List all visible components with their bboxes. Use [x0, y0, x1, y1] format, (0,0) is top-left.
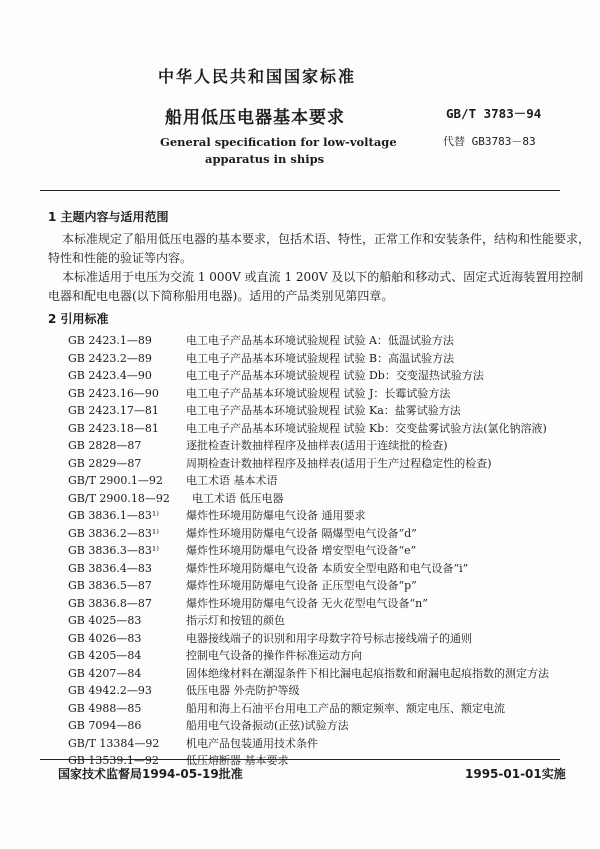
- reference-code: GB 4025—83: [68, 614, 142, 627]
- reference-title: 周期检查计数抽样程序及抽样表(适用于生产过程稳定性的检查): [186, 456, 492, 470]
- reference-title: 低压电器 外壳防护等级: [186, 684, 300, 697]
- reference-code: GB 4026—83: [68, 631, 142, 645]
- reference-title: 船用电气设备振动(正弦)试验方法: [186, 719, 349, 732]
- reference-title: 机电产品包装通用技术条件: [186, 736, 318, 750]
- reference-item: [68, 682, 549, 700]
- reference-item: [68, 647, 549, 665]
- implementation-date: 1995-01-01实施: [465, 767, 566, 781]
- reference-title: 控制电气设备的操作件标准运动方向: [186, 649, 362, 662]
- reference-code: GB 2423.1—89: [68, 334, 152, 347]
- section1-para2-line2: 电器和配电电器(以下简称船用电器)。适用的产品类别见第四章。: [48, 289, 394, 303]
- reference-code: GB 3836.8—87: [68, 596, 152, 610]
- replaces-standard: 代替 GB3783－83: [443, 135, 536, 148]
- section1-heading: 1 主题内容与适用范围: [48, 210, 169, 224]
- reference-item: [68, 385, 549, 403]
- section1-para1-line1: 本标准规定了船用低压电器的基本要求，包括术语、特性，正常工作和安装条件，结构和性能要求，: [62, 232, 591, 246]
- reference-item: [68, 332, 549, 350]
- approval-date: 国家技术监督局1994-05-19批准: [58, 767, 243, 781]
- reference-item: [68, 612, 549, 630]
- reference-item: [68, 595, 549, 613]
- header-divider: [40, 190, 560, 191]
- reference-item: [68, 525, 549, 543]
- reference-code: GB/T 2900.1—92: [68, 474, 163, 487]
- reference-title: 爆炸性环境用防爆电气设备 正压型电气设备“p”: [186, 579, 417, 592]
- reference-item: [68, 542, 549, 560]
- reference-title: 指示灯和按钮的颜色: [186, 614, 285, 627]
- standard-number: GB/T 3783－94: [446, 106, 542, 121]
- english-title-line2: apparatus in ships: [205, 152, 325, 166]
- reference-title: 电工电子产品基本环境试验规程 试验 Ka：盐雾试验方法: [186, 404, 461, 417]
- reference-item: [68, 507, 549, 525]
- reference-title: 电工术语 基本术语: [186, 474, 278, 487]
- section2-heading: 2 引用标准: [48, 312, 109, 326]
- reference-code: GB 4205—84: [68, 649, 142, 662]
- reference-title: 电工电子产品基本环境试验规程 试验 A：低温试验方法: [186, 334, 454, 347]
- section1-para2-line1: 本标准适用于电压为交流 1 000V 或直流 1 200V 及以下的船舶和移动式、固定式近海装置用控制: [62, 270, 584, 284]
- reference-code: GB 2423.4—90: [68, 369, 152, 382]
- reference-title: 固体绝缘材料在潮湿条件下相比漏电起痕指数和耐漏电起痕指数的测定方法: [186, 666, 549, 680]
- reference-title: 爆炸性环境用防爆电气设备 通用要求: [186, 509, 366, 522]
- reference-title: 电工术语 低压电器: [192, 491, 284, 505]
- national-standard-heading: 中华人民共和国国家标准: [158, 67, 357, 86]
- reference-code: GB 3836.4—83: [68, 561, 152, 575]
- reference-code: GB 3836.5—87: [68, 579, 152, 592]
- reference-title: 电工电子产品基本环境试验规程 试验 J：长霉试验方法: [186, 386, 451, 400]
- reference-item: [68, 665, 549, 683]
- reference-title: 爆炸性环境用防爆电气设备 无火花型电气设备“n”: [186, 596, 428, 610]
- english-title-line1: General specification for low-voltage: [160, 135, 397, 149]
- reference-item: [68, 717, 549, 735]
- reference-code: GB 2423.18—81: [68, 421, 159, 435]
- reference-title: 船用和海上石油平台用电工产品的额定频率、额定电压、额定电流: [186, 701, 505, 715]
- reference-item: [68, 577, 549, 595]
- reference-code: GB 2423.17—81: [68, 404, 159, 417]
- reference-title: 低压熔断器 基本要求: [186, 754, 289, 767]
- reference-item: [68, 350, 549, 368]
- reference-item: [68, 437, 549, 455]
- reference-code: GB/T 13384—92: [68, 736, 160, 750]
- reference-code: GB 3836.3—83¹⁾: [68, 544, 159, 557]
- reference-code: GB 13539.1—92: [68, 754, 159, 767]
- document-title: 船用低压电器基本要求: [165, 108, 345, 128]
- reference-title: 电器接线端子的识别和用字母数字符号标志接线端子的通则: [186, 631, 472, 645]
- section1-para1-line2: 特性和性能的验证等内容。: [48, 251, 193, 265]
- reference-code: GB/T 2900.18—92: [68, 491, 170, 505]
- reference-code: GB 2423.16—90: [68, 386, 159, 400]
- reference-code: GB 3836.1—83¹⁾: [68, 509, 159, 522]
- reference-code: GB 4988—85: [68, 701, 142, 715]
- reference-item: [68, 560, 549, 578]
- reference-title: 爆炸性环境用防爆电气设备 增安型电气设备“e”: [186, 544, 417, 557]
- reference-item: [68, 420, 549, 438]
- reference-title: 爆炸性环境用防爆电气设备 本质安全型电路和电气设备“i”: [186, 561, 469, 575]
- reference-item: [68, 472, 549, 490]
- reference-code: GB 4942.2—93: [68, 684, 152, 697]
- reference-code: GB 7094—86: [68, 719, 142, 732]
- reference-code: GB 4207—84: [68, 666, 142, 680]
- reference-title: 逐批检查计数抽样程序及抽样表(适用于连续批的检查): [186, 439, 448, 452]
- reference-title: 电工电子产品基本环境试验规程 试验 Kb：交变盐雾试验方法(氯化钠溶液): [186, 421, 547, 435]
- reference-item: [68, 630, 549, 648]
- reference-item: [68, 402, 549, 420]
- reference-item: [68, 700, 549, 718]
- reference-title: 电工电子产品基本环境试验规程 试验 Db：交变湿热试验方法: [186, 369, 484, 382]
- reference-item: [68, 735, 549, 753]
- footer-divider: [40, 759, 560, 760]
- reference-list: [68, 332, 549, 770]
- reference-code: GB 2423.2—89: [68, 351, 152, 365]
- reference-item: [68, 455, 549, 473]
- reference-code: GB 3836.2—83¹⁾: [68, 526, 159, 540]
- reference-title: 爆炸性环境用防爆电气设备 隔爆型电气设备“d”: [186, 526, 417, 540]
- reference-title: 电工电子产品基本环境试验规程 试验 B：高温试验方法: [186, 351, 455, 365]
- reference-code: GB 2828—87: [68, 439, 142, 452]
- reference-item: [68, 367, 549, 385]
- reference-item: [68, 490, 549, 508]
- reference-code: GB 2829—87: [68, 456, 142, 470]
